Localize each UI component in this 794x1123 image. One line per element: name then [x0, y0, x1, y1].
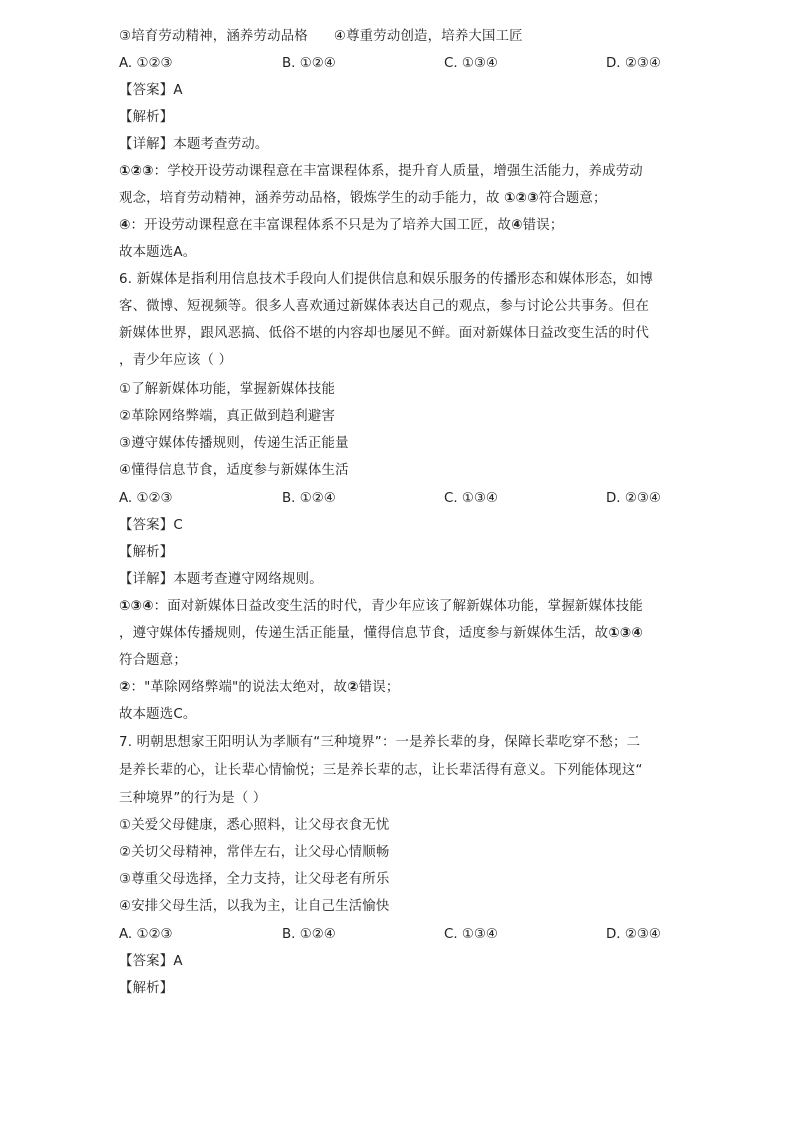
- q6-statement-2: ②革除网络弊端，真正做到趋利避害: [119, 409, 336, 424]
- q6-explanation-1-line2: [119, 625, 643, 643]
- q6-expl-2-mark2: ②: [347, 680, 359, 695]
- q7-stem-line3: 三种境界”的行为是（ ）: [119, 791, 267, 806]
- q6-option-a: A. ①②③: [119, 491, 173, 506]
- q6-option-b: B. ①②④: [282, 491, 336, 506]
- q7-statement-1: ①关爱父母健康，悉心照料，让父母衣食无忧: [119, 818, 390, 833]
- q6-expl-1-text2: ，遵守媒体传播规则，传递生活正能量，懂得信息节食，适度参与新媒体生活，故: [119, 626, 609, 641]
- q5-expl-2-mark2: ④: [511, 218, 523, 233]
- q5-explanation-1-line2: [119, 190, 607, 208]
- q5-expl-2-end: 错误；: [522, 218, 564, 233]
- q6-answer: 【答案】C: [119, 518, 183, 533]
- q6-statement-1: ①了解新媒体功能，掌握新媒体技能: [119, 382, 336, 397]
- q7-options: [119, 926, 679, 944]
- q7-stem-line2: 是养长辈的心，让长辈心情愉悦；三是养长辈的志，让长辈活得有意义。下列能体现这“: [119, 763, 643, 778]
- q6-expl-1-text: ：面对新媒体日益改变生活的时代，青少年应该了解新媒体功能，掌握新媒体技能: [153, 599, 643, 614]
- q6-option-c: C. ①③④: [444, 491, 498, 506]
- q6-expl-1-mark2: ①③④: [608, 626, 643, 641]
- q6-detail: 【详解】本题考查遵守网络规则。: [119, 572, 323, 587]
- q5-answer: 【答案】A: [119, 83, 183, 98]
- q5-explanation-2: [119, 217, 563, 235]
- q7-statement-2: ②关切父母精神，常伴左右，让父母心情顺畅: [119, 845, 390, 860]
- q5-expl-2-text: ：开设劳动课程意在丰富课程体系不只是为了培养大国工匠，故: [130, 218, 512, 233]
- q7-stem-line1: 7. 明朝思想家王阳明认为孝顺有“三种境界”：一是养长辈的身，保障长辈吃穿不愁；二: [119, 735, 641, 750]
- q7-statement-4: ④安排父母生活，以我为主，让自己生活愉快: [119, 899, 390, 914]
- q6-stem-line2: 客、微博、短视频等。很多人喜欢通过新媒体表达自己的观点，参与讨论公共事务。但在: [119, 299, 650, 314]
- q6-expl-2-text: ："革除网络弊端"的说法太绝对，故: [130, 680, 348, 695]
- q5-expl-2-mark: ④: [119, 218, 131, 233]
- q7-option-a: A. ①②③: [119, 927, 173, 942]
- q6-stem-line3: 新媒体世界，跟风恶搞、低俗不堪的内容却也屡见不鲜。面对新媒体日益改变生活的时代: [119, 326, 650, 341]
- q5-option-d: D. ②③④: [606, 56, 661, 71]
- q6-expl-2-end: 错误；: [358, 680, 400, 695]
- q7-option-c: C. ①③④: [444, 927, 498, 942]
- q6-explanation-1-line3: 符合题意；: [119, 653, 187, 668]
- q6-statement-4: ④懂得信息节食，适度参与新媒体生活: [119, 463, 349, 478]
- q7-answer: 【答案】A: [119, 954, 183, 969]
- q5-expl-1-text2: 观念，培育劳动精神，涵养劳动品格，锻炼学生的动手能力，故: [119, 191, 504, 206]
- q7-option-b: B. ①②④: [282, 927, 336, 942]
- q5-expl-1-mark: ①②③: [119, 164, 154, 179]
- q6-stem-line4: ，青少年应该（ ）: [119, 353, 233, 368]
- q6-explanation-2: [119, 679, 399, 697]
- q7-statement-3: ③尊重父母选择，全力支持，让父母老有所乐: [119, 872, 390, 887]
- q6-expl-2-mark: ②: [119, 680, 131, 695]
- q7-option-d: D. ②③④: [606, 927, 661, 942]
- q5-statement-3: ③培育劳动精神，涵养劳动品格: [119, 29, 308, 44]
- q5-detail: 【详解】本题考查劳动。: [119, 137, 269, 152]
- q6-option-d: D. ②③④: [606, 491, 661, 506]
- q6-options: [119, 490, 679, 508]
- q6-expl-1-mark: ①③④: [119, 599, 154, 614]
- q7-analysis-label: 【解析】: [119, 981, 174, 996]
- q6-stem-line1: 6. 新媒体是指利用信息技术手段向人们提供信息和娱乐服务的传播形态和媒体形态，如博: [119, 272, 654, 287]
- q6-explanation-1-line1: [119, 598, 643, 616]
- q5-expl-1-end: 符合题意；: [538, 191, 607, 206]
- q5-conclusion: 故本题选A。: [119, 245, 197, 260]
- q5-expl-1-mark2: ①②③: [504, 191, 539, 206]
- q5-analysis-label: 【解析】: [119, 110, 174, 125]
- q5-expl-1-text: ：学校开设劳动课程意在丰富课程体系，提升育人质量，增强生活能力，养成劳动: [153, 164, 643, 179]
- q5-statements-3-4: [119, 28, 523, 46]
- q5-option-c: C. ①③④: [444, 56, 498, 71]
- q5-options: [119, 55, 679, 73]
- q5-option-b: B. ①②④: [282, 56, 336, 71]
- q6-analysis-label: 【解析】: [119, 545, 174, 560]
- q5-statement-4: ④尊重劳动创造，培养大国工匠: [333, 29, 523, 44]
- q5-option-a: A. ①②③: [119, 56, 173, 71]
- q6-statement-3: ③遵守媒体传播规则，传递生活正能量: [119, 436, 349, 451]
- q6-conclusion: 故本题选C。: [119, 707, 197, 722]
- q5-explanation-1-line1: [119, 163, 643, 181]
